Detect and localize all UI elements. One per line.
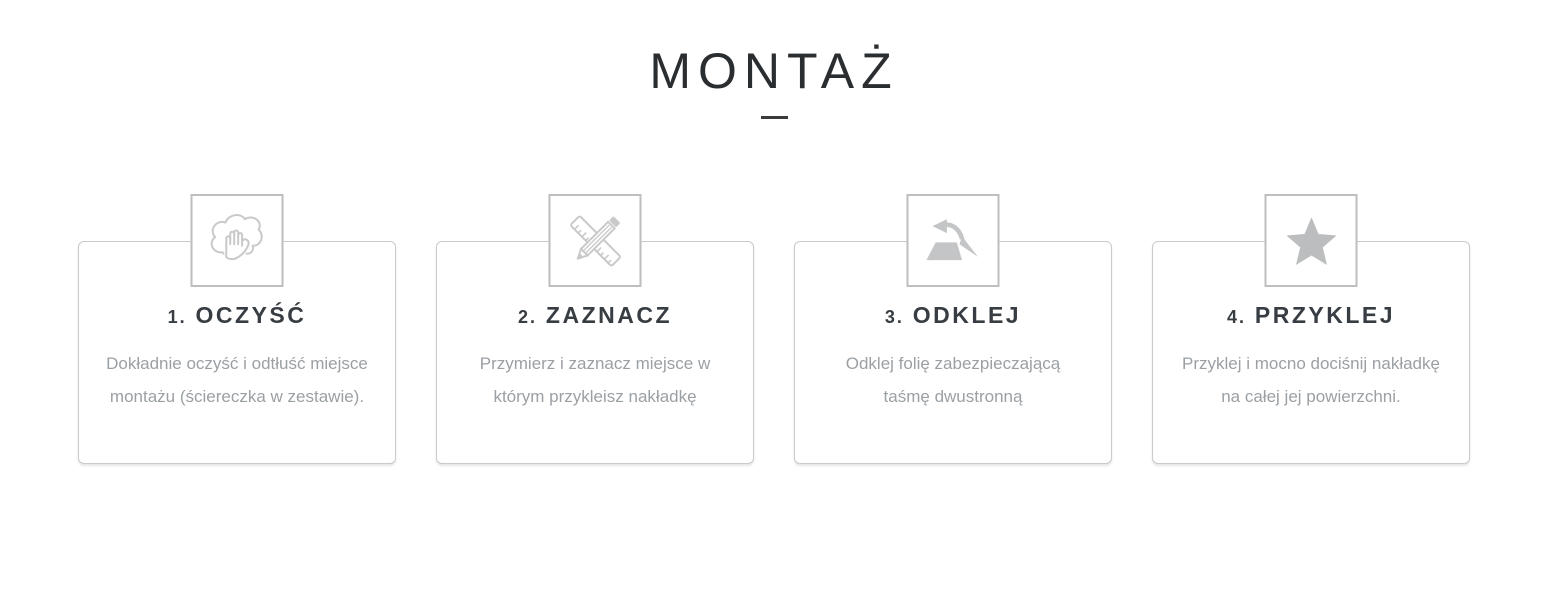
step-title: 1. OCZYŚĆ: [167, 302, 307, 328]
step-description: Dokładnie oczyść i odtłuść miejsce montażu (ściereczka w zestawie).: [106, 353, 368, 406]
step-description: Odklej folię zabezpieczającą taśmę dwustronną: [845, 353, 1061, 406]
title-underline: [761, 116, 788, 119]
peeling-film-icon: [907, 194, 1000, 287]
step-title: 4. PRZYKLEJ: [1226, 302, 1396, 328]
star-icon: [1265, 194, 1358, 287]
step-card-3: [794, 241, 1112, 464]
step-card-4: [1152, 241, 1470, 464]
step-description: Przymierz i zaznacz miejsce w którym przykleisz nakładkę: [479, 353, 711, 406]
step-title: 2. ZAZNACZ: [518, 302, 672, 328]
step-description: Przyklej i mocno dociśnij nakładkę na całej jej powierzchni.: [1182, 353, 1440, 406]
step-card-2: [436, 241, 754, 464]
step-card-1: [78, 241, 396, 464]
wiping-hand-icon: [191, 194, 284, 287]
assembly-steps: [78, 195, 1470, 464]
step-title: 3. ODKLEJ: [884, 302, 1022, 328]
page-title: MONTAŻ: [649, 43, 899, 99]
section-header: [0, 44, 1548, 119]
pencil-and-ruler-icon: [549, 194, 642, 287]
